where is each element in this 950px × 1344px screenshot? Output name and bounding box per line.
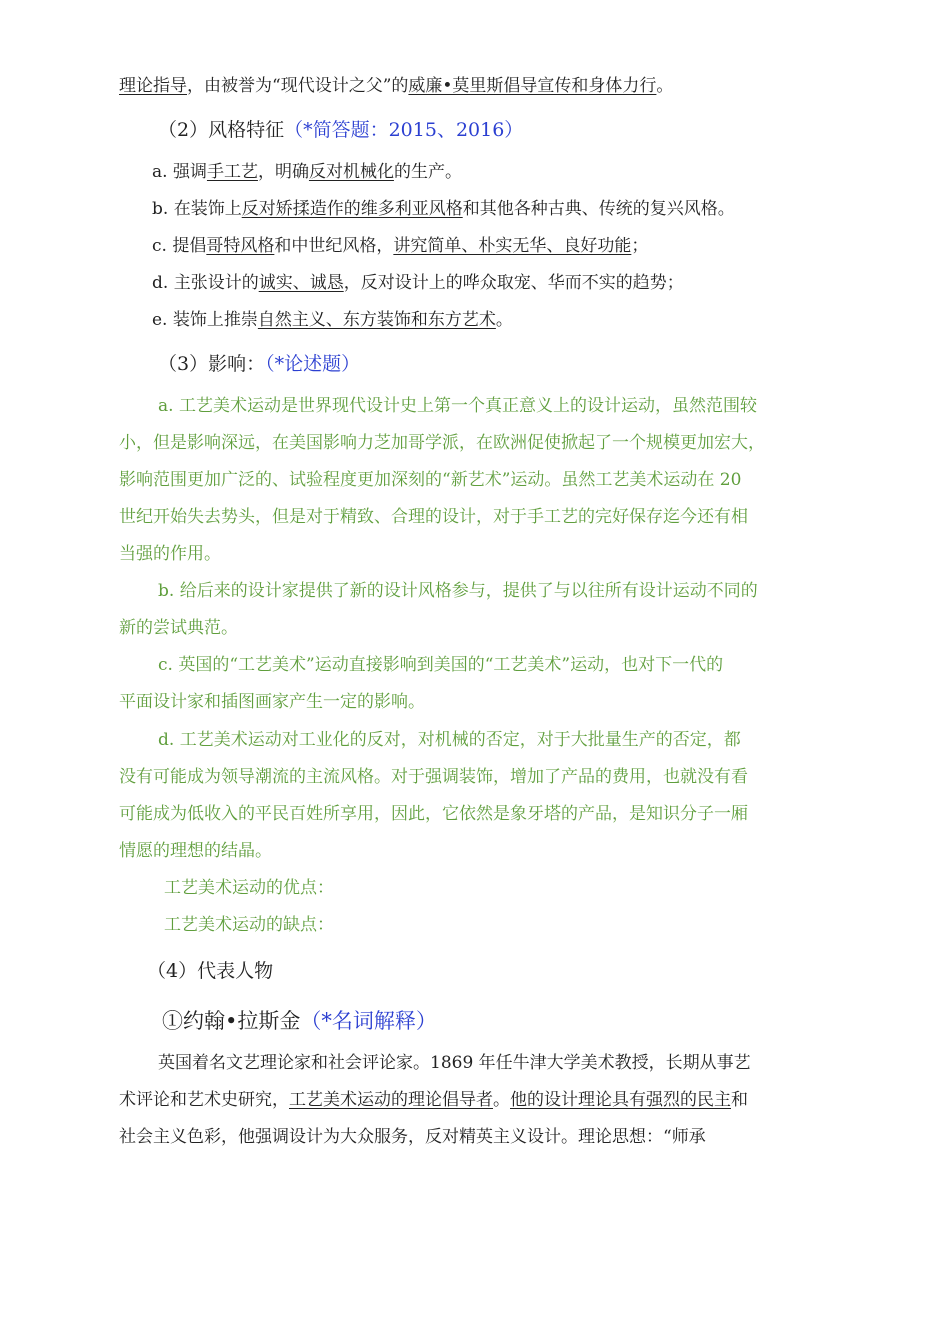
influence-heading: （3）影响：（*论述题）	[158, 353, 361, 375]
style-item-b: b. 在装饰上反对矫揉造作的维多利亚风格和其他各种古典、传统的复兴风格。	[152, 199, 735, 219]
intro-line: 理论指导，由被誉为“现代设计之父”的威廉•莫里斯倡导宣传和身体力行。	[119, 76, 674, 96]
influence-exam-tag: （*论述题）	[265, 353, 361, 375]
style-exam-tag: （*简答题：2015、2016）	[284, 119, 524, 141]
person-desc-line-1: 英国着名文艺理论家和社会评论家。1869 年任牛津大学美术教授，长期从事艺	[158, 1053, 751, 1073]
person-desc-line-3: 社会主义色彩，他强调设计为大众服务，反对精英主义设计。理论思想：“师承	[119, 1127, 706, 1147]
style-item-a: a. 强调手工艺，明确反对机械化的生产。	[152, 162, 462, 182]
figures-heading: （4）代表人物	[147, 960, 274, 982]
style-item-d: d. 主张设计的诚实、诚恳，反对设计上的哗众取宠、华而不实的趋势；	[152, 273, 684, 293]
person-exam-tag: （*名词解释）	[300, 1009, 437, 1033]
intro-underlined-text: 理论指导	[119, 76, 187, 96]
style-item-c: c. 提倡哥特风格和中世纪风格，讲究简单、朴实无华、良好功能；	[152, 236, 649, 256]
style-heading: （2）风格特征（*简答题：2015、2016）	[158, 119, 524, 141]
intro-text: ，由被誉为“现代设计之父”的	[187, 76, 409, 96]
intro-underlined-name: 威廉•莫里斯倡导宣传和身体力行	[408, 76, 657, 96]
style-item-e: e. 装饰上推崇自然主义、东方装饰和东方艺术。	[152, 310, 513, 330]
cons-label: 工艺美术运动的缺点：	[164, 915, 334, 935]
person-heading: ①约翰•拉斯金（*名词解释）	[162, 1009, 437, 1033]
person-desc-line-2: 术评论和艺术史研究，工艺美术运动的理论倡导者。他的设计理论具有强烈的民主和	[119, 1090, 748, 1110]
pros-label: 工艺美术运动的优点：	[164, 878, 334, 898]
